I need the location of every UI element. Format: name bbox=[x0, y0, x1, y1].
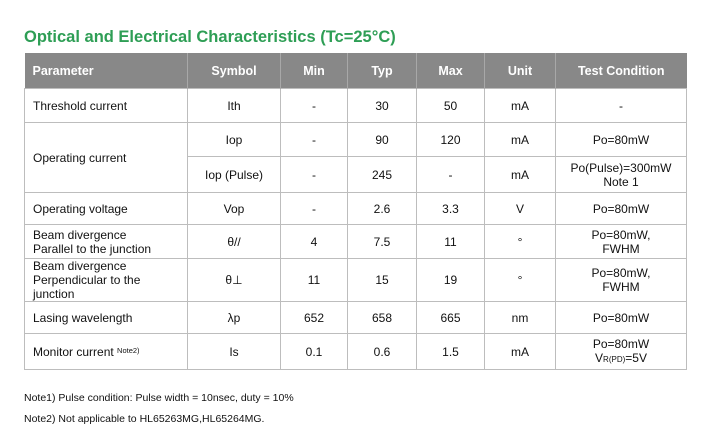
note-reference: Note2) bbox=[117, 346, 140, 355]
condition-note: Note 1 bbox=[603, 174, 639, 189]
table-row bbox=[25, 334, 687, 370]
row-unit: ° bbox=[485, 259, 556, 302]
characteristics-table bbox=[24, 53, 687, 370]
condition-v: V bbox=[595, 350, 604, 365]
row-unit: mA bbox=[485, 89, 556, 123]
table-row bbox=[25, 259, 687, 302]
table-row bbox=[25, 225, 687, 259]
row-parameter bbox=[25, 259, 188, 302]
condition-subscript: R(PD) bbox=[603, 354, 626, 364]
row-max: 50 bbox=[417, 89, 485, 123]
header-min: Min bbox=[281, 53, 348, 89]
row-min: 0.1 bbox=[281, 334, 348, 370]
condition-line: FWHM bbox=[602, 241, 640, 256]
condition-line: FWHM bbox=[602, 280, 640, 294]
parameter-line: Perpendicular to the junction bbox=[33, 273, 141, 301]
row-max: 3.3 bbox=[417, 193, 485, 225]
row-unit: V bbox=[485, 193, 556, 225]
parameter-text: Monitor current bbox=[33, 345, 114, 359]
row-symbol: Iop bbox=[188, 123, 281, 157]
condition-line: Po=80mW, bbox=[591, 227, 651, 242]
row-parameter: Operating current bbox=[25, 123, 188, 193]
row-max: 11 bbox=[417, 225, 485, 259]
header-parameter: Parameter bbox=[25, 53, 188, 89]
row-max: 120 bbox=[417, 123, 485, 157]
row-symbol: Iop (Pulse) bbox=[188, 157, 281, 193]
footnote-1: Note1) Pulse condition: Pulse width = 10nsec, duty = 10% bbox=[24, 392, 294, 404]
row-typ: 30 bbox=[348, 89, 417, 123]
table-row bbox=[25, 302, 687, 334]
row-condition bbox=[556, 225, 687, 259]
row-max: 665 bbox=[417, 302, 485, 334]
condition-line bbox=[562, 351, 680, 367]
parameter-line: Beam divergence bbox=[33, 227, 127, 242]
row-symbol: Vop bbox=[188, 193, 281, 225]
page-title: Optical and Electrical Characteristics (Tc=25°C) bbox=[24, 28, 396, 46]
table-row bbox=[25, 123, 687, 157]
row-condition: Po=80mW bbox=[556, 123, 687, 157]
row-typ: 2.6 bbox=[348, 193, 417, 225]
row-min: 4 bbox=[281, 225, 348, 259]
condition-line: Po(Pulse)=300mW bbox=[570, 160, 672, 175]
row-parameter: Threshold current bbox=[25, 89, 188, 123]
condition-line: Po=80mW, bbox=[591, 266, 651, 280]
row-min: 652 bbox=[281, 302, 348, 334]
row-unit: ° bbox=[485, 225, 556, 259]
header-typ: Typ bbox=[348, 53, 417, 89]
row-parameter: Lasing wavelength bbox=[25, 302, 188, 334]
row-max: 19 bbox=[417, 259, 485, 302]
footnote-2: Note2) Not applicable to HL65263MG,HL65264MG. bbox=[24, 413, 265, 425]
row-parameter: Operating voltage bbox=[25, 193, 188, 225]
row-symbol: Ith bbox=[188, 89, 281, 123]
header-symbol: Symbol bbox=[188, 53, 281, 89]
table-header-row bbox=[25, 53, 687, 89]
condition-line: Po=80mW bbox=[592, 336, 650, 351]
row-condition: Po=80mW bbox=[556, 302, 687, 334]
row-unit: nm bbox=[485, 302, 556, 334]
row-unit: mA bbox=[485, 157, 556, 193]
condition-value: =5V bbox=[625, 350, 647, 365]
row-unit: mA bbox=[485, 123, 556, 157]
header-unit: Unit bbox=[485, 53, 556, 89]
row-min: 11 bbox=[281, 259, 348, 302]
row-typ: 15 bbox=[348, 259, 417, 302]
row-symbol: θ// bbox=[188, 225, 281, 259]
row-min: - bbox=[281, 157, 348, 193]
row-typ: 245 bbox=[348, 157, 417, 193]
row-typ: 658 bbox=[348, 302, 417, 334]
row-condition: - bbox=[556, 89, 687, 123]
row-typ: 7.5 bbox=[348, 225, 417, 259]
row-typ: 0.6 bbox=[348, 334, 417, 370]
row-symbol: λp bbox=[188, 302, 281, 334]
row-condition bbox=[556, 157, 687, 193]
row-unit: mA bbox=[485, 334, 556, 370]
row-condition bbox=[556, 259, 687, 302]
row-min: - bbox=[281, 123, 348, 157]
table-row bbox=[25, 89, 687, 123]
parameter-line: Parallel to the junction bbox=[33, 241, 152, 256]
row-max: 1.5 bbox=[417, 334, 485, 370]
row-condition bbox=[556, 334, 687, 370]
row-symbol: Is bbox=[188, 334, 281, 370]
header-test-condition: Test Condition bbox=[556, 53, 687, 89]
row-min: - bbox=[281, 193, 348, 225]
header-max: Max bbox=[417, 53, 485, 89]
row-symbol: θ⊥ bbox=[188, 259, 281, 302]
table-row bbox=[25, 193, 687, 225]
row-max: - bbox=[417, 157, 485, 193]
row-typ: 90 bbox=[348, 123, 417, 157]
row-condition: Po=80mW bbox=[556, 193, 687, 225]
row-min: - bbox=[281, 89, 348, 123]
parameter-line: Beam divergence bbox=[33, 259, 127, 273]
row-parameter bbox=[25, 225, 188, 259]
row-parameter bbox=[25, 334, 188, 370]
